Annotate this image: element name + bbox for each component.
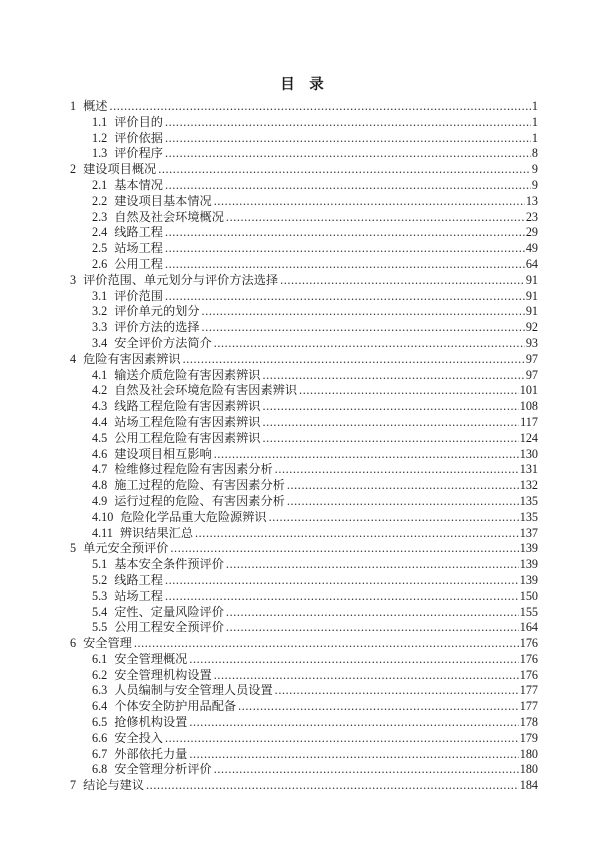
toc-entry-page-number: 135 (519, 509, 538, 524)
toc-entry (70, 415, 538, 431)
toc-entry (70, 178, 538, 194)
toc-entry-title: 自然及社会环境概况 (114, 209, 224, 224)
toc-entry-page-number: 164 (519, 620, 538, 635)
toc-dot-leader (287, 478, 519, 494)
toc-entry-page-number: 124 (519, 430, 538, 445)
toc-entry-page-number: 130 (519, 446, 538, 461)
toc-dot-leader (165, 225, 525, 241)
toc-entry-number: 4.2 (92, 383, 108, 398)
toc-entry (70, 605, 538, 621)
toc-entry-page-number: 23 (525, 209, 538, 224)
toc-entry-title: 个体安全防护用品配备 (114, 699, 237, 714)
toc-entry-page-number: 184 (519, 778, 538, 793)
toc-entry (70, 668, 538, 684)
toc-entry-page-number: 92 (525, 320, 538, 335)
toc-entry (70, 699, 538, 715)
toc-dot-leader (226, 620, 519, 636)
toc-entry-page-number: 150 (519, 588, 538, 603)
toc-entry-number: 6.3 (92, 683, 108, 698)
toc-entry-number: 1 (70, 99, 77, 113)
toc-dot-leader (214, 762, 519, 778)
toc-entry-page-number: 91 (525, 272, 538, 287)
toc-entry (70, 462, 538, 478)
toc-entry-page-number: 117 (520, 414, 538, 429)
toc-entry-title: 安全管理分析评价 (114, 762, 212, 777)
toc-entry-page-number: 131 (519, 462, 538, 477)
toc-entry (70, 352, 538, 368)
toc-dot-leader (214, 194, 525, 210)
toc-dot-leader (183, 352, 525, 368)
toc-dot-leader (189, 747, 518, 763)
toc-entry-page-number: 176 (519, 667, 538, 682)
toc-entry-page-number: 179 (519, 730, 538, 745)
toc-entry-number: 1.2 (92, 130, 108, 145)
toc-entry-title: 线路工程 (114, 572, 163, 587)
toc-entry-title: 站场工程 (114, 241, 163, 256)
toc-heading: 目 录 (280, 77, 324, 93)
toc-entry-number: 4.7 (92, 462, 108, 477)
toc-entry (70, 115, 538, 131)
toc-entry-number: 5.1 (92, 557, 108, 572)
toc-entry-title: 线路工程危险有害因素辨识 (114, 399, 261, 414)
toc-dot-leader (226, 210, 525, 226)
toc-dot-leader (214, 668, 519, 684)
toc-entry-title: 检维修过程危险有害因素分析 (114, 462, 273, 477)
toc-entry-title: 安全投入 (114, 730, 163, 745)
toc-entry-page-number: 1 (531, 130, 538, 145)
toc-entry (70, 336, 538, 352)
toc-entry-title: 安全评价方法简介 (114, 335, 212, 350)
toc-entry-title: 基本情况 (114, 177, 163, 192)
toc-entry (70, 715, 538, 731)
toc-entry-page-number: 139 (519, 557, 538, 572)
toc-entry-number: 2.3 (92, 209, 108, 224)
toc-entry-number: 4.9 (92, 493, 108, 508)
toc-entry (70, 478, 538, 494)
toc-entry (70, 99, 538, 115)
toc-dot-leader (226, 605, 519, 621)
toc-entry-title: 运行过程的危险、有害因素分析 (114, 493, 285, 508)
toc-entry-title: 辨识结果汇总 (119, 525, 194, 540)
toc-entry-number: 2.6 (92, 256, 108, 271)
toc-entry (70, 731, 538, 747)
toc-dot-leader (214, 447, 519, 463)
toc-dot-leader (165, 115, 531, 131)
toc-entry (70, 241, 538, 257)
toc-entry-number: 6.6 (92, 730, 108, 745)
toc-entry-number: 7 (70, 778, 77, 793)
toc-entry-page-number: 97 (525, 351, 538, 366)
toc-dot-leader (158, 162, 531, 178)
toc-entry (70, 652, 538, 668)
toc-entry-number: 6.2 (92, 667, 108, 682)
toc-dot-leader (202, 320, 525, 336)
toc-entry-page-number: 93 (525, 335, 538, 350)
toc-entry-title: 结论与建议 (83, 778, 145, 793)
toc-entry-page-number: 137 (519, 525, 538, 540)
toc-entry-page-number: 139 (519, 541, 538, 556)
toc-dot-leader (165, 146, 531, 162)
toc-entry-number: 4.8 (92, 478, 108, 493)
toc-entry-number: 5.2 (92, 572, 108, 587)
toc-entry-page-number: 178 (519, 715, 538, 730)
toc-entry-page-number: 97 (525, 367, 538, 382)
toc-entry-number: 3.3 (92, 320, 108, 335)
toc-entry-page-number: 13 (525, 193, 538, 208)
toc-entry-number: 3.1 (92, 288, 108, 303)
toc-entry-number: 2.5 (92, 241, 108, 256)
toc-dot-leader (165, 257, 525, 273)
toc-dot-leader (165, 589, 519, 605)
toc-entry-number: 5 (70, 541, 77, 556)
toc-entry-page-number: 9 (531, 162, 538, 177)
toc-entry-page-number: 180 (519, 746, 538, 761)
toc-entry-title: 线路工程 (114, 225, 163, 240)
toc-entry-title: 人员编制与安全管理人员设置 (114, 683, 273, 698)
toc-dot-leader (165, 241, 525, 257)
toc-entry-title: 评价范围、单元划分与评价方法选择 (83, 272, 279, 287)
toc-entry (70, 778, 538, 794)
toc-entry-title: 施工过程的危险、有害因素分析 (114, 478, 285, 493)
toc-dot-leader (275, 683, 519, 699)
toc-entry-title: 公用工程 (114, 256, 163, 271)
toc-dot-leader (189, 652, 518, 668)
toc-entry (70, 131, 538, 147)
toc-entry (70, 636, 538, 652)
toc-entry-title: 基本安全条件预评价 (114, 557, 224, 572)
toc-entry-number: 6.4 (92, 699, 108, 714)
toc-entry-number: 5.4 (92, 604, 108, 619)
toc-entry-number: 2.2 (92, 193, 108, 208)
toc-entry-number: 5.5 (92, 620, 108, 635)
toc-dot-leader (238, 699, 519, 715)
toc-entry-title: 安全管理机构设置 (114, 667, 212, 682)
toc-dot-leader (170, 541, 518, 557)
toc-entry (70, 589, 538, 605)
toc-dot-leader (299, 383, 519, 399)
toc-entry (70, 683, 538, 699)
toc-entry-page-number: 9 (531, 177, 538, 192)
toc-dot-leader (165, 131, 531, 147)
toc-entry-title: 危险有害因素辨识 (83, 351, 181, 366)
toc-entry-number: 3 (70, 272, 77, 287)
toc-entry-page-number: 1 (531, 99, 538, 113)
toc-entry-page-number: 132 (519, 478, 538, 493)
toc-entry-title: 建设项目基本情况 (114, 193, 212, 208)
toc-dot-leader (262, 368, 524, 384)
toc-entry-title: 站场工程 (114, 588, 163, 603)
toc-entry-page-number: 1 (531, 114, 538, 129)
toc-entry-page-number: 108 (519, 399, 538, 414)
toc-entry-title: 外部依托力量 (114, 746, 188, 761)
toc-entry-number: 1.1 (92, 114, 108, 129)
toc-entry-page-number: 49 (525, 241, 538, 256)
toc-dot-leader (287, 494, 519, 510)
toc-entry-title: 评价程序 (114, 146, 163, 161)
toc-dot-leader (109, 99, 530, 115)
toc-entry-title: 建设项目相互影响 (114, 446, 212, 461)
toc-list (70, 99, 538, 794)
toc-entry-title: 概述 (83, 99, 108, 113)
toc-entry (70, 383, 538, 399)
toc-dot-leader (262, 431, 518, 447)
toc-entry (70, 162, 538, 178)
toc-entry (70, 257, 538, 273)
toc-entry-number: 4.4 (92, 414, 108, 429)
toc-entry (70, 368, 538, 384)
toc-entry-number: 2 (70, 162, 77, 177)
toc-entry-number: 6 (70, 636, 77, 651)
toc-entry-number: 4.6 (92, 446, 108, 461)
toc-entry-page-number: 8 (531, 146, 538, 161)
toc-dot-leader (214, 336, 525, 352)
toc-entry-number: 4.5 (92, 430, 108, 445)
toc-entry (70, 210, 538, 226)
toc-entry (70, 320, 538, 336)
toc-entry-page-number: 180 (519, 762, 538, 777)
toc-entry-title: 评价依据 (114, 130, 163, 145)
toc-entry-title: 公用工程危险有害因素辨识 (114, 430, 261, 445)
toc-entry-page-number: 101 (519, 383, 538, 398)
toc-entry-title: 安全管理概况 (114, 651, 188, 666)
toc-entry-number: 5.3 (92, 588, 108, 603)
toc-entry-title: 评价范围 (114, 288, 163, 303)
toc-entry-page-number: 177 (519, 699, 538, 714)
toc-entry (70, 557, 538, 573)
toc-dot-leader (146, 778, 519, 794)
toc-dot-leader (202, 304, 525, 320)
toc-entry-title: 建设项目概况 (83, 162, 157, 177)
toc-entry-page-number: 64 (525, 256, 538, 271)
toc-entry (70, 620, 538, 636)
toc-entry-title: 输送介质危险有害因素辨识 (114, 367, 261, 382)
toc-entry-page-number: 155 (519, 604, 538, 619)
toc-entry-page-number: 176 (519, 651, 538, 666)
toc-entry (70, 526, 538, 542)
toc-entry (70, 431, 538, 447)
toc-dot-leader (226, 557, 519, 573)
toc-entry-number: 1.3 (92, 146, 108, 161)
toc-entry (70, 762, 538, 778)
toc-entry (70, 225, 538, 241)
toc-entry-title: 评价目的 (114, 114, 163, 129)
toc-dot-leader (195, 526, 519, 542)
toc-dot-leader (165, 573, 519, 589)
toc-entry-number: 6.8 (92, 762, 108, 777)
toc-entry-number: 6.1 (92, 651, 108, 666)
toc-entry (70, 541, 538, 557)
toc-entry (70, 494, 538, 510)
toc-entry-number: 4.1 (92, 367, 108, 382)
toc-entry-page-number: 29 (525, 225, 538, 240)
toc-entry (70, 447, 538, 463)
toc-dot-leader (262, 399, 518, 415)
toc-entry-title: 自然及社会环境危险有害因素辨识 (114, 383, 298, 398)
toc-entry-title: 公用工程安全预评价 (114, 620, 224, 635)
toc-entry-title: 安全管理 (83, 636, 132, 651)
toc-entry-title: 评价单元的划分 (114, 304, 200, 319)
toc-entry (70, 399, 538, 415)
toc-dot-leader (275, 462, 519, 478)
toc-dot-leader (134, 636, 519, 652)
toc-entry-title: 抢修机构设置 (114, 715, 188, 730)
toc-entry-number: 2.4 (92, 225, 108, 240)
toc-entry-number: 4 (70, 351, 77, 366)
toc-entry (70, 510, 538, 526)
toc-entry (70, 304, 538, 320)
toc-dot-leader (262, 415, 519, 431)
toc-entry-number: 4.11 (92, 525, 113, 540)
toc-entry-number: 2.1 (92, 177, 108, 192)
toc-entry (70, 194, 538, 210)
toc-entry-title: 站场工程危险有害因素辨识 (114, 414, 261, 429)
toc-entry-title: 危险化学品重大危险源辨识 (120, 509, 267, 524)
toc-entry-page-number: 176 (519, 636, 538, 651)
toc-entry-page-number: 139 (519, 572, 538, 587)
toc-entry (70, 289, 538, 305)
toc-entry-number: 4.3 (92, 399, 108, 414)
toc-dot-leader (269, 510, 519, 526)
toc-entry-title: 单元安全预评价 (83, 541, 169, 556)
toc-entry-number: 4.10 (92, 509, 114, 524)
toc-entry-number: 3.2 (92, 304, 108, 319)
toc-dot-leader (165, 289, 525, 305)
toc-entry (70, 747, 538, 763)
toc-dot-leader (165, 731, 519, 747)
toc-dot-leader (280, 273, 525, 289)
toc-entry-page-number: 135 (519, 493, 538, 508)
toc-entry (70, 146, 538, 162)
toc-entry-number: 6.5 (92, 715, 108, 730)
toc-entry-number: 6.7 (92, 746, 108, 761)
toc-dot-leader (165, 178, 531, 194)
toc-entry (70, 273, 538, 289)
toc-entry-title: 定性、定量风险评价 (114, 604, 224, 619)
toc-entry-page-number: 177 (519, 683, 538, 698)
toc-entry-page-number: 91 (525, 304, 538, 319)
toc-entry-number: 3.4 (92, 335, 108, 350)
toc-entry-page-number: 91 (525, 288, 538, 303)
toc-dot-leader (189, 715, 518, 731)
toc-entry (70, 573, 538, 589)
toc-entry-title: 评价方法的选择 (114, 320, 200, 335)
